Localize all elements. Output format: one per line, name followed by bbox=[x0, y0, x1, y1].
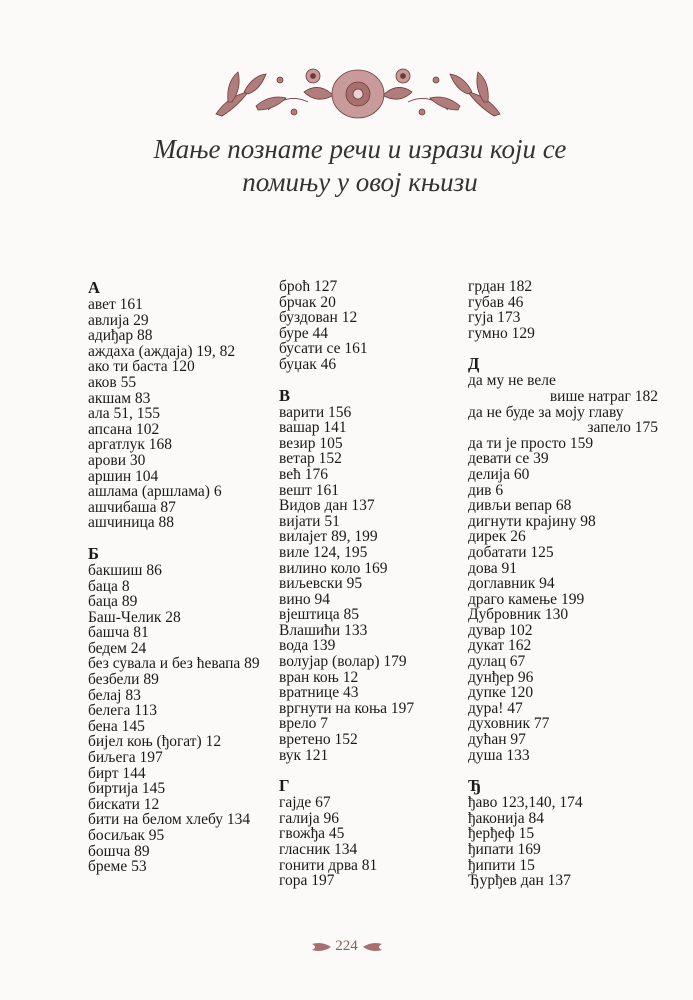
glossary-entry: бирт 144 bbox=[88, 764, 146, 782]
glossary-entry: вијати 51 bbox=[279, 512, 340, 530]
glossary-entry: ашлама (аршлама) 6 bbox=[88, 483, 222, 501]
glossary-entry: белај 83 bbox=[88, 686, 141, 704]
glossary-entry: баца 89 bbox=[88, 593, 138, 611]
glossary-entry: врело 7 bbox=[279, 715, 329, 733]
glossary-column-2 bbox=[279, 279, 464, 903]
glossary-entry: вешт 161 bbox=[279, 481, 339, 499]
glossary-entry: дура! 47 bbox=[468, 699, 523, 717]
glossary-entry: ђипити 15 bbox=[468, 856, 535, 874]
glossary-section-v bbox=[279, 387, 464, 764]
section-letter: А bbox=[88, 278, 100, 297]
section-letter: Ђ bbox=[468, 776, 482, 796]
glossary-entry: вино 94 bbox=[279, 590, 331, 608]
glossary-entry: буздован 12 bbox=[279, 309, 358, 327]
glossary-entry: бошча 89 bbox=[88, 842, 150, 860]
glossary-entry: ветар 152 bbox=[279, 450, 342, 468]
glossary-entry: дувар 102 bbox=[468, 621, 533, 639]
glossary-entry: ако ти баста 120 bbox=[88, 358, 195, 376]
glossary-entry: вук 121 bbox=[279, 746, 329, 764]
leaf-left-icon bbox=[310, 941, 332, 953]
glossary-entry: вргнути на коња 197 bbox=[279, 699, 415, 717]
glossary-entry: без сувала и без ћевапа 89 bbox=[88, 655, 260, 673]
glossary-section-d bbox=[468, 355, 658, 763]
glossary-entry: гласник 134 bbox=[279, 841, 358, 858]
section-letter: Д bbox=[468, 354, 480, 374]
glossary-entry: дупке 120 bbox=[468, 684, 534, 702]
glossary-entry: гуја 173 bbox=[468, 309, 521, 327]
glossary-entry: дивљи вепар 68 bbox=[468, 497, 572, 515]
glossary-entry: бијел коњ (ђогат) 12 bbox=[88, 733, 222, 751]
glossary-entry: ашчиница 88 bbox=[88, 514, 175, 532]
leaf-right-icon bbox=[362, 941, 384, 953]
page-footer bbox=[0, 938, 693, 955]
glossary-entry: ала 51, 155 bbox=[88, 405, 161, 423]
glossary-entry: губав 46 bbox=[468, 293, 524, 311]
glossary-entry: да ти је просто 159 bbox=[468, 434, 594, 452]
glossary-entry: виљевски 95 bbox=[279, 575, 363, 593]
glossary-entry: див 6 bbox=[468, 481, 504, 499]
entry-text: да не буде за моју главу запело 175 bbox=[468, 403, 658, 437]
glossary-entry: ђипати 169 bbox=[468, 841, 541, 858]
glossary-entry: дућан 97 bbox=[468, 731, 526, 749]
glossary-entry: вретено 152 bbox=[279, 731, 358, 749]
glossary-entry: гумно 129 bbox=[468, 324, 535, 342]
page-title bbox=[100, 133, 620, 199]
glossary-entry: гајде 67 bbox=[279, 794, 331, 812]
section-letter: Б bbox=[88, 543, 99, 563]
glossary-entry: броћ 127 bbox=[279, 278, 338, 295]
floral-ornament-icon bbox=[208, 62, 508, 124]
glossary-entry: вашар 141 bbox=[279, 419, 347, 437]
glossary-entry: дирек 26 bbox=[468, 528, 526, 546]
glossary-entry: галија 96 bbox=[279, 809, 339, 827]
glossary-entry: дигнути крајину 98 bbox=[468, 512, 596, 530]
glossary-entry: Дубровник 130 bbox=[468, 606, 569, 624]
glossary-entry: бусати се 161 bbox=[279, 340, 368, 358]
glossary-entry: авлија 29 bbox=[88, 311, 149, 329]
glossary-entry: Ђурђев дан 137 bbox=[468, 872, 571, 890]
glossary-column-1 bbox=[88, 279, 273, 889]
section-letter: Г bbox=[279, 776, 290, 796]
glossary-entry: волујар (волар) 179 bbox=[279, 653, 407, 671]
glossary-section-b-continued bbox=[279, 279, 464, 373]
glossary-entry: гвожђа 45 bbox=[279, 825, 345, 843]
glossary-entry: бити на белом хлебу 134 bbox=[88, 811, 251, 829]
glossary-entry: бедем 24 bbox=[88, 639, 147, 657]
glossary-entry: авет 161 bbox=[88, 296, 143, 313]
glossary-entry: девати се 39 bbox=[468, 450, 549, 468]
glossary-entry: буџак 46 bbox=[279, 355, 337, 373]
glossary-entry: вилајет 89, 199 bbox=[279, 528, 378, 546]
glossary-entry: бискати 12 bbox=[88, 795, 160, 813]
glossary-entry: дунђер 96 bbox=[468, 668, 534, 686]
glossary-entry: грдан 182 bbox=[468, 278, 533, 295]
glossary-entry: варити 156 bbox=[279, 403, 352, 421]
glossary-entry: вјештица 85 bbox=[279, 606, 360, 624]
glossary-entry: вратнице 43 bbox=[279, 684, 359, 702]
glossary-entry: гора 197 bbox=[279, 872, 335, 890]
glossary-entry: духовник 77 bbox=[468, 715, 550, 733]
glossary-entry: виле 124, 195 bbox=[279, 543, 368, 561]
glossary-entry: делија 60 bbox=[468, 465, 530, 483]
section-letter: В bbox=[279, 385, 291, 405]
glossary-entry: добатати 125 bbox=[468, 543, 554, 561]
glossary-entry: бена 145 bbox=[88, 717, 145, 735]
glossary-entry: драго камење 199 bbox=[468, 590, 585, 608]
glossary-entry: доглавник 94 bbox=[468, 575, 555, 593]
glossary-entry: Влашићи 133 bbox=[279, 621, 368, 639]
glossary-entry: ђаво 123,140, 174 bbox=[468, 794, 583, 812]
glossary-entry: гонити дрва 81 bbox=[279, 856, 378, 874]
page-number: 224 bbox=[335, 938, 358, 954]
glossary-entry: вран коњ 12 bbox=[279, 668, 359, 686]
glossary-entry: ђаконија 84 bbox=[468, 809, 545, 827]
glossary-entry: биртија 145 bbox=[88, 780, 166, 798]
glossary-entry: Баш-Челик 28 bbox=[88, 608, 181, 626]
glossary-entry: баца 8 bbox=[88, 577, 130, 595]
glossary-entry bbox=[468, 405, 658, 436]
glossary-entry: Видов дан 137 bbox=[279, 497, 375, 515]
glossary-entry: аргатлук 168 bbox=[88, 436, 172, 454]
glossary-entry: буре 44 bbox=[279, 324, 329, 342]
glossary-entry: душа 133 bbox=[468, 746, 530, 764]
glossary-section-g bbox=[279, 777, 464, 889]
glossary-entry: дова 91 bbox=[468, 559, 518, 577]
glossary-entry: везир 105 bbox=[279, 434, 343, 452]
glossary-entry: ђерђеф 15 bbox=[468, 825, 535, 843]
glossary-entry: вода 139 bbox=[279, 637, 336, 655]
glossary-entry: босиљак 95 bbox=[88, 827, 165, 844]
glossary-entry: апсана 102 bbox=[88, 420, 160, 438]
glossary-entry: биљега 197 bbox=[88, 749, 163, 767]
glossary-entry: аршин 104 bbox=[88, 467, 159, 485]
glossary-entry: већ 176 bbox=[279, 465, 328, 483]
glossary-entry: дулац 67 bbox=[468, 653, 526, 671]
glossary-entry: башча 81 bbox=[88, 624, 149, 642]
title-line: помињу у овој књизи bbox=[242, 167, 478, 197]
glossary-section-g-continued bbox=[468, 279, 658, 341]
glossary-entry: брчак 20 bbox=[279, 293, 336, 311]
glossary-entry: бакшиш 86 bbox=[88, 561, 162, 579]
glossary-entry: бреме 53 bbox=[88, 858, 147, 876]
entry-text: да му не веле више натраг 182 bbox=[468, 372, 658, 405]
glossary-section-a bbox=[88, 279, 273, 531]
glossary-entry: аков 55 bbox=[88, 373, 137, 391]
glossary-entry: безбели 89 bbox=[88, 671, 159, 689]
glossary-entry: ашчибаша 87 bbox=[88, 498, 176, 516]
glossary-entry: адиђар 88 bbox=[88, 327, 153, 345]
glossary-column-3 bbox=[468, 279, 658, 903]
glossary-entry: дукат 162 bbox=[468, 637, 532, 655]
glossary-entry bbox=[468, 373, 658, 404]
glossary-section-dj bbox=[468, 777, 658, 889]
glossary-entry: аждаха (аждаја) 19, 82 bbox=[88, 342, 236, 360]
glossary-entry: вилино коло 169 bbox=[279, 559, 388, 577]
glossary-entry: акшам 83 bbox=[88, 389, 151, 407]
title-line: Мање познате речи и изрази који се bbox=[153, 134, 567, 164]
glossary-entry: арови 30 bbox=[88, 451, 146, 469]
glossary-section-b bbox=[88, 545, 273, 875]
glossary-entry: белега 113 bbox=[88, 702, 157, 720]
